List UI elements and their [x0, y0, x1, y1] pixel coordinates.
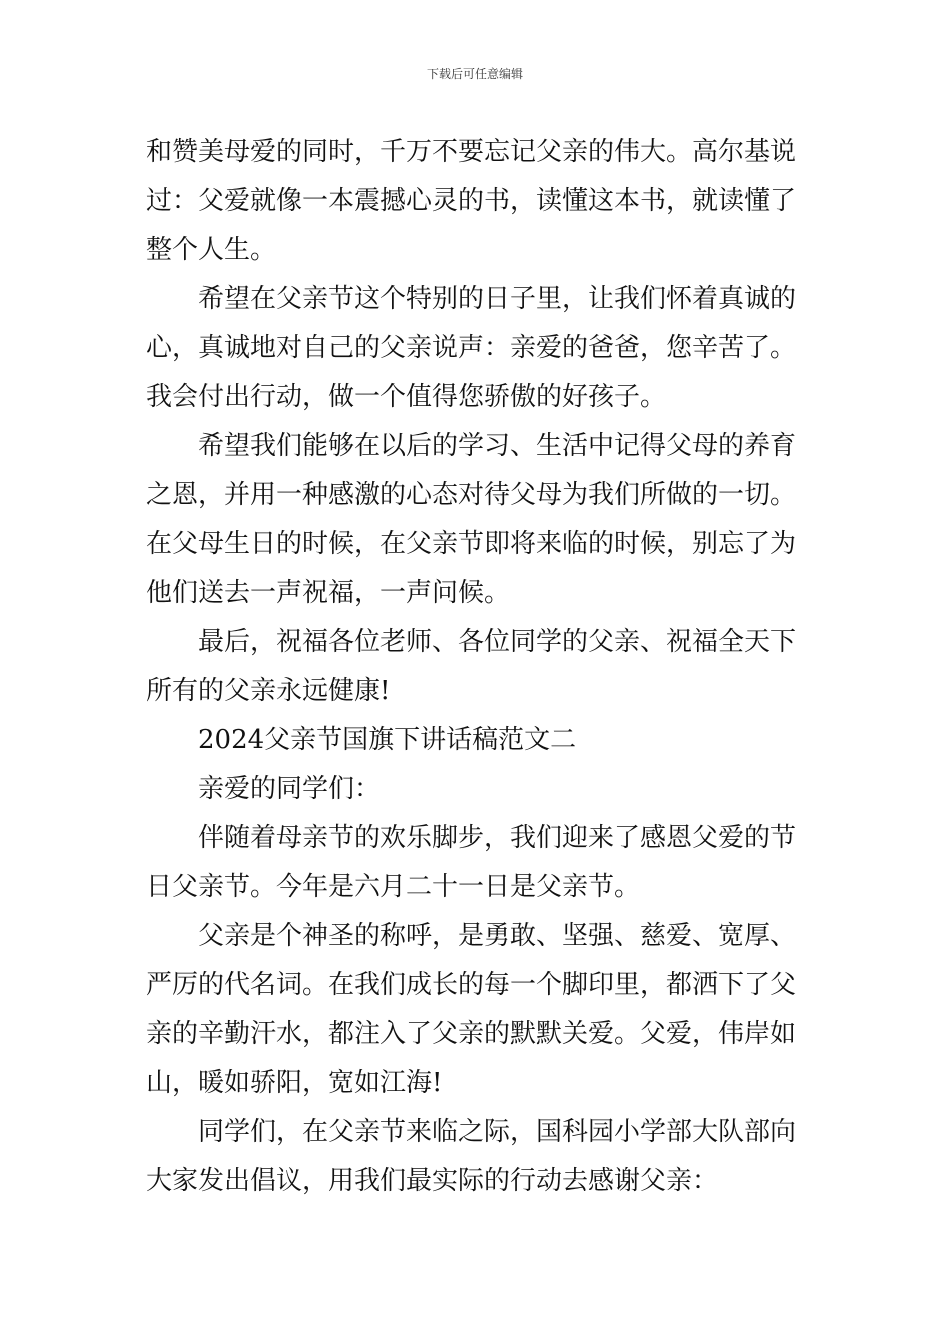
- text-line: 之恩，并用一种感激的心态对待父母为我们所做的一切。: [146, 480, 797, 510]
- text-line: 所有的父亲永远健康!: [146, 676, 391, 706]
- text-line: 大家发出倡议，用我们最实际的行动去感谢父亲：: [146, 1166, 719, 1196]
- document-body: [146, 128, 810, 1206]
- text-line: 严厉的代名词。在我们成长的每一个脚印里，都洒下了父: [146, 970, 797, 1000]
- text-line: 日父亲节。今年是六月二十一日是父亲节。: [146, 872, 641, 902]
- text-line: 伴随着母亲节的欢乐脚步，我们迎来了感恩父爱的节: [198, 823, 797, 853]
- text-line: 最后，祝福各位老师、各位同学的父亲、祝福全天下: [198, 627, 797, 657]
- text-line: 希望在父亲节这个特别的日子里，让我们怀着真诚的: [198, 284, 797, 314]
- text-line: 我会付出行动，做一个值得您骄傲的好孩子。: [146, 382, 667, 412]
- text-line: 和赞美母爱的同时，千万不要忘记父亲的伟大。高尔基说: [146, 137, 797, 167]
- text-line: 过：父爱就像一本震撼心灵的书，读懂这本书，就读懂了: [146, 186, 797, 216]
- text-line: 亲的辛勤汗水，都注入了父亲的默默关爱。父爱，伟岸如: [146, 1019, 797, 1049]
- text-line: 山，暖如骄阳，宽如江海!: [146, 1068, 443, 1098]
- text-line: 他们送去一声祝福，一声问候。: [146, 578, 511, 608]
- page-header-note: 下载后可任意编辑: [426, 67, 523, 81]
- text-line: 希望我们能够在以后的学习、生活中记得父母的养育: [198, 431, 797, 461]
- text-line: 同学们，在父亲节来临之际，国科园小学部大队部向: [198, 1117, 797, 1147]
- section-heading: 2024父亲节国旗下讲话稿范文二: [198, 725, 577, 755]
- text-line: 在父母生日的时候，在父亲节即将来临的时候，别忘了为: [146, 529, 797, 559]
- salutation: 亲爱的同学们：: [198, 774, 381, 804]
- text-line: 心，真诚地对自己的父亲说声：亲爱的爸爸，您辛苦了。: [146, 333, 797, 363]
- text-line: 父亲是个神圣的称呼，是勇敢、坚强、慈爱、宽厚、: [198, 921, 797, 951]
- text-line: 整个人生。: [146, 235, 277, 265]
